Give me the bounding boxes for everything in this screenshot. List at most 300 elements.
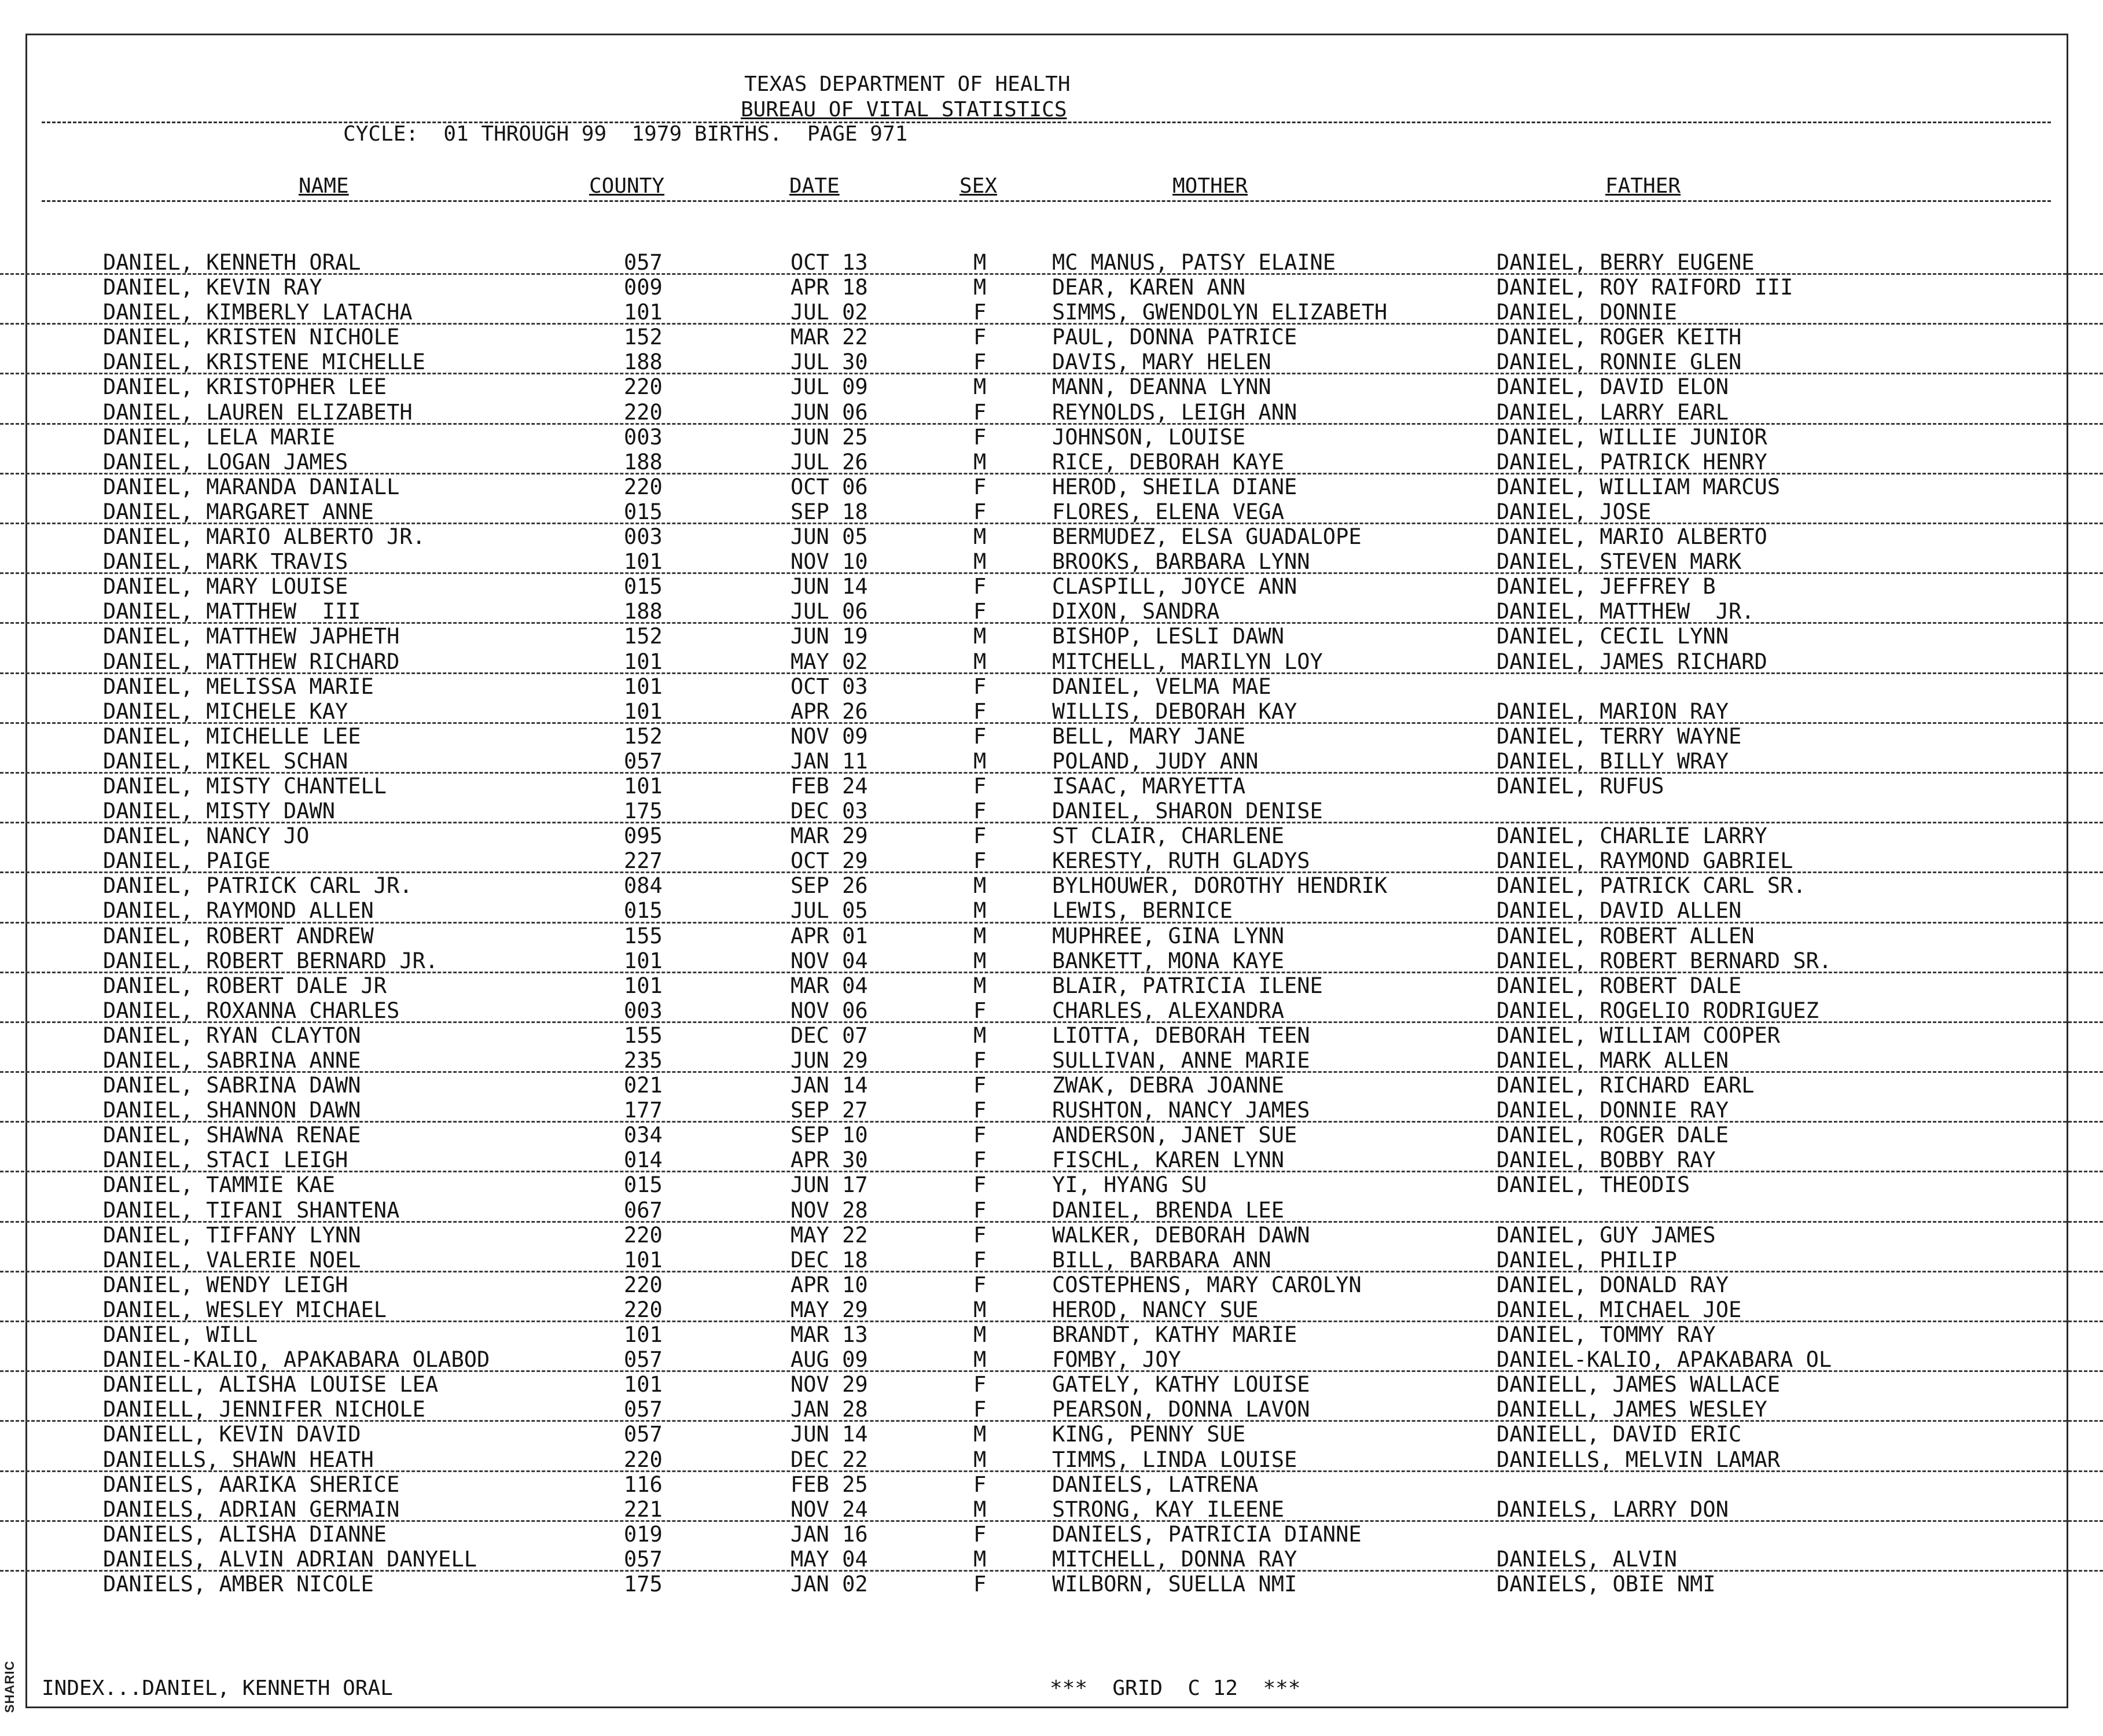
record-date: DEC 03 <box>791 799 868 824</box>
record-father: DANIEL, ROBERT BERNARD SR. <box>1497 948 1832 973</box>
record-sex: F <box>973 1272 987 1297</box>
record-sex: F <box>973 998 987 1023</box>
record-row <box>0 1172 2103 1197</box>
record-father: DANIEL, CECIL LYNN <box>1497 624 1729 649</box>
record-father: DANIEL, PATRICK HENRY <box>1497 449 1767 475</box>
record-sex: F <box>973 1048 987 1073</box>
record-county: 116 <box>624 1472 663 1497</box>
record-county: 057 <box>624 1422 663 1447</box>
record-name: DANIEL, RYAN CLAYTON <box>103 1023 361 1048</box>
record-sex: M <box>973 1347 987 1373</box>
record-row <box>0 1023 2103 1048</box>
record-row <box>0 973 2103 998</box>
record-father: DANIELLS, MELVIN LAMAR <box>1497 1447 1781 1472</box>
record-row <box>0 574 2103 599</box>
record-mother: SIMMS, GWENDOLYN ELIZABETH <box>1052 300 1388 325</box>
record-sex: F <box>973 1098 987 1123</box>
record-father: DANIEL, RAYMOND GABRIEL <box>1497 848 1793 874</box>
record-name: DANIEL, MARGARET ANNE <box>103 499 374 524</box>
record-county: 034 <box>624 1123 663 1148</box>
record-name: DANIEL, LAUREN ELIZABETH <box>103 399 413 425</box>
record-sex: M <box>973 1422 987 1447</box>
record-mother: LIOTTA, DEBORAH TEEN <box>1052 1023 1310 1048</box>
record-county: 101 <box>624 1322 663 1348</box>
record-date: JUN 17 <box>791 1172 868 1198</box>
record-father: DANIELS, LARRY DON <box>1497 1496 1729 1522</box>
record-father: DANIEL, DONNIE <box>1497 300 1677 325</box>
record-mother: YI, HYANG SU <box>1052 1172 1207 1198</box>
record-sex: F <box>973 698 987 724</box>
record-sex: F <box>973 799 987 824</box>
record-name: DANIEL, MATTHEW RICHARD <box>103 649 400 674</box>
record-row <box>0 475 2103 499</box>
record-date: MAY 29 <box>791 1297 868 1322</box>
record-mother: POLAND, JUDY ANN <box>1052 748 1259 774</box>
record-father: DANIEL, DAVID ELON <box>1497 374 1729 400</box>
record-date: JAN 02 <box>791 1571 868 1597</box>
record-sex: F <box>973 1147 987 1173</box>
record-county: 021 <box>624 1073 663 1098</box>
record-date: JUL 05 <box>791 898 868 924</box>
record-mother: BROOKS, BARBARA LYNN <box>1052 549 1310 575</box>
record-county: 101 <box>624 649 663 674</box>
record-name: DANIEL, SABRINA DAWN <box>103 1073 361 1098</box>
record-father: DANIELL, JAMES WALLACE <box>1497 1372 1781 1397</box>
record-sex: F <box>973 1172 987 1198</box>
record-row <box>0 1098 2103 1123</box>
record-name: DANIEL, KRISTOPHER LEE <box>103 374 387 400</box>
record-sex: F <box>973 325 987 350</box>
record-date: OCT 06 <box>791 474 868 499</box>
record-name: DANIEL, MARANDA DANIALL <box>103 474 400 499</box>
record-mother: KING, PENNY SUE <box>1052 1422 1246 1447</box>
record-mother: SULLIVAN, ANNE MARIE <box>1052 1048 1310 1073</box>
record-county: 014 <box>624 1147 663 1173</box>
record-father: DANIEL, DONNIE RAY <box>1497 1098 1729 1123</box>
record-name: DANIELS, ALVIN ADRIAN DANYELL <box>103 1546 477 1572</box>
record-father: DANIEL, TERRY WAYNE <box>1497 723 1742 749</box>
record-date: APR 30 <box>791 1147 868 1173</box>
record-father: DANIEL, RICHARD EARL <box>1497 1073 1755 1098</box>
record-date: JAN 28 <box>791 1397 868 1422</box>
record-name: DANIEL, ROBERT ANDREW <box>103 923 374 948</box>
record-father: DANIEL, ROBERT ALLEN <box>1497 923 1755 948</box>
record-row <box>0 1147 2103 1172</box>
record-date: JUL 26 <box>791 449 868 475</box>
record-name: DANIEL, MISTY DAWN <box>103 799 335 824</box>
record-row <box>0 724 2103 749</box>
record-father: DANIEL, ROBERT DALE <box>1497 973 1742 998</box>
record-date: JUN 05 <box>791 524 868 550</box>
record-sex: F <box>973 350 987 375</box>
record-county: 057 <box>624 1347 663 1373</box>
record-name: DANIEL-KALIO, APAKABARA OLABOD <box>103 1347 490 1373</box>
record-mother: WILLIS, DEBORAH KAY <box>1052 698 1297 724</box>
record-county: 003 <box>624 998 663 1023</box>
record-county: 220 <box>624 399 663 425</box>
record-name: DANIEL, KIMBERLY LATACHA <box>103 300 413 325</box>
record-mother: FLORES, ELENA VEGA <box>1052 499 1284 524</box>
record-row <box>0 898 2103 923</box>
record-date: NOV 09 <box>791 723 868 749</box>
record-county: 220 <box>624 1447 663 1472</box>
record-county: 188 <box>624 350 663 375</box>
record-row <box>0 749 2103 774</box>
record-name: DANIELS, AARIKA SHERICE <box>103 1472 400 1497</box>
record-sex: F <box>973 823 987 849</box>
record-father: DANIELL, DAVID ERIC <box>1497 1422 1742 1447</box>
index-footer: INDEX...DANIEL, KENNETH ORAL <box>42 1676 393 1700</box>
record-sex: M <box>973 624 987 649</box>
record-date: JUL 09 <box>791 374 868 400</box>
record-date: OCT 13 <box>791 250 868 275</box>
record-mother: GATELY, KATHY LOUISE <box>1052 1372 1310 1397</box>
record-father: DANIEL-KALIO, APAKABARA OL <box>1497 1347 1832 1373</box>
record-name: DANIEL, NANCY JO <box>103 823 310 849</box>
record-mother: BILL, BARBARA ANN <box>1052 1247 1271 1272</box>
column-header-divider <box>42 200 2051 202</box>
record-county: 101 <box>624 1247 663 1272</box>
record-name: DANIEL, ROXANNA CHARLES <box>103 998 400 1023</box>
record-row <box>0 1198 2103 1223</box>
record-mother: DANIEL, BRENDA LEE <box>1052 1197 1284 1223</box>
record-sex: F <box>973 1073 987 1098</box>
record-mother: KERESTY, RUTH GLADYS <box>1052 848 1310 874</box>
record-row <box>0 499 2103 524</box>
record-mother: DANIELS, PATRICIA DIANNE <box>1052 1521 1362 1547</box>
record-father: DANIEL, MATTHEW JR. <box>1497 599 1755 624</box>
record-father: DANIEL, BOBBY RAY <box>1497 1147 1716 1173</box>
record-father: DANIEL, JAMES RICHARD <box>1497 649 1767 674</box>
agency-title: TEXAS DEPARTMENT OF HEALTH <box>744 72 1071 96</box>
record-father: DANIEL, DONALD RAY <box>1497 1272 1729 1297</box>
record-date: SEP 27 <box>791 1098 868 1123</box>
record-name: DANIEL, MATTHEW JAPHETH <box>103 624 400 649</box>
record-name: DANIEL, KEVIN RAY <box>103 275 322 300</box>
record-name: DANIELS, ALISHA DIANNE <box>103 1521 387 1547</box>
record-name: DANIEL, ROBERT BERNARD JR. <box>103 948 439 973</box>
column-header-county: COUNTY <box>589 174 665 198</box>
record-date: MAY 02 <box>791 649 868 674</box>
record-sex: M <box>973 524 987 550</box>
record-mother: MC MANUS, PATSY ELAINE <box>1052 250 1336 275</box>
record-sex: F <box>973 1472 987 1497</box>
record-father: DANIEL, PHILIP <box>1497 1247 1677 1272</box>
record-row <box>0 425 2103 450</box>
record-county: 101 <box>624 973 663 998</box>
record-date: SEP 18 <box>791 499 868 524</box>
record-date: JAN 14 <box>791 1073 868 1098</box>
record-row <box>0 250 2103 275</box>
record-mother: MITCHELL, DONNA RAY <box>1052 1546 1297 1572</box>
record-mother: CLASPILL, JOYCE ANN <box>1052 574 1297 599</box>
record-date: MAR 29 <box>791 823 868 849</box>
record-row <box>0 1522 2103 1547</box>
cycle-line: CYCLE: 01 THROUGH 99 1979 BIRTHS. PAGE 971 <box>343 122 908 146</box>
record-name: DANIEL, LELA MARIE <box>103 424 335 450</box>
record-mother: WALKER, DEBORAH DAWN <box>1052 1222 1310 1248</box>
record-county: 019 <box>624 1521 663 1547</box>
record-sex: M <box>973 973 987 998</box>
record-father: DANIEL, DAVID ALLEN <box>1497 898 1742 924</box>
record-date: NOV 04 <box>791 948 868 973</box>
record-date: APR 26 <box>791 698 868 724</box>
record-date: NOV 29 <box>791 1372 868 1397</box>
record-father: DANIEL, LARRY EARL <box>1497 399 1729 425</box>
record-mother: DANIEL, VELMA MAE <box>1052 674 1271 699</box>
record-sex: M <box>973 250 987 275</box>
record-date: MAR 22 <box>791 325 868 350</box>
birth-records-list <box>0 250 2103 1597</box>
record-date: APR 18 <box>791 275 868 300</box>
record-mother: ANDERSON, JANET SUE <box>1052 1123 1297 1148</box>
record-date: JAN 11 <box>791 748 868 774</box>
record-date: APR 01 <box>791 923 868 948</box>
record-mother: BERMUDEZ, ELSA GUADALOPE <box>1052 524 1362 550</box>
record-row <box>0 450 2103 475</box>
record-sex: F <box>973 1521 987 1547</box>
record-father: DANIEL, JEFFREY B <box>1497 574 1716 599</box>
record-mother: FISCHL, KAREN LYNN <box>1052 1147 1284 1173</box>
record-county: 057 <box>624 748 663 774</box>
record-mother: DIXON, SANDRA <box>1052 599 1220 624</box>
record-father: DANIEL, THEODIS <box>1497 1172 1690 1198</box>
record-date: JUL 06 <box>791 599 868 624</box>
record-sex: M <box>973 948 987 973</box>
record-date: MAR 04 <box>791 973 868 998</box>
record-county: 155 <box>624 923 663 948</box>
record-father: DANIEL, STEVEN MARK <box>1497 549 1742 575</box>
record-row <box>0 524 2103 549</box>
record-sex: F <box>973 1397 987 1422</box>
record-mother: JOHNSON, LOUISE <box>1052 424 1246 450</box>
record-date: JUN 19 <box>791 624 868 649</box>
record-row <box>0 848 2103 873</box>
record-father: DANIEL, GUY JAMES <box>1497 1222 1716 1248</box>
record-date: SEP 10 <box>791 1123 868 1148</box>
record-row <box>0 1272 2103 1297</box>
record-father: DANIEL, MARION RAY <box>1497 698 1729 724</box>
record-sex: M <box>973 873 987 899</box>
record-row <box>0 350 2103 374</box>
record-name: DANIEL, TIFFANY LYNN <box>103 1222 361 1248</box>
record-row <box>0 998 2103 1023</box>
column-header-mother: MOTHER <box>1172 174 1248 198</box>
record-sex: M <box>973 1297 987 1322</box>
record-date: NOV 06 <box>791 998 868 1023</box>
record-name: DANIEL, VALERIE NOEL <box>103 1247 361 1272</box>
record-mother: CHARLES, ALEXANDRA <box>1052 998 1284 1023</box>
record-mother: BYLHOUWER, DOROTHY HENDRIK <box>1052 873 1388 899</box>
record-sex: F <box>973 1222 987 1248</box>
record-row <box>0 599 2103 624</box>
record-name: DANIEL, ROBERT DALE JR <box>103 973 387 998</box>
column-header-sex: SEX <box>959 174 998 198</box>
record-date: MAY 22 <box>791 1222 868 1248</box>
record-county: 101 <box>624 773 663 799</box>
record-county: 155 <box>624 1023 663 1048</box>
record-mother: BLAIR, PATRICIA ILENE <box>1052 973 1323 998</box>
record-county: 101 <box>624 549 663 575</box>
record-row <box>0 1422 2103 1447</box>
record-father: DANIEL, RUFUS <box>1497 773 1664 799</box>
record-name: DANIEL, MIKEL SCHAN <box>103 748 348 774</box>
record-father: DANIELS, ALVIN <box>1497 1546 1677 1572</box>
record-date: OCT 03 <box>791 674 868 699</box>
record-date: JUN 06 <box>791 399 868 425</box>
record-mother: BISHOP, LESLI DAWN <box>1052 624 1284 649</box>
record-sex: M <box>973 1447 987 1472</box>
record-name: DANIELLS, SHAWN HEATH <box>103 1447 374 1472</box>
record-mother: MITCHELL, MARILYN LOY <box>1052 649 1323 674</box>
record-mother: ST CLAIR, CHARLENE <box>1052 823 1284 849</box>
record-county: 015 <box>624 499 663 524</box>
record-mother: PEARSON, DONNA LAVON <box>1052 1397 1310 1422</box>
record-father: DANIEL, MARK ALLEN <box>1497 1048 1729 1073</box>
record-sex: F <box>973 399 987 425</box>
record-date: NOV 10 <box>791 549 868 575</box>
record-name: DANIEL, WESLEY MICHAEL <box>103 1297 387 1322</box>
record-mother: ZWAK, DEBRA JOANNE <box>1052 1073 1284 1098</box>
record-county: 009 <box>624 275 663 300</box>
record-sex: M <box>973 1023 987 1048</box>
record-name: DANIELS, AMBER NICOLE <box>103 1571 374 1597</box>
record-mother: PAUL, DONNA PATRICE <box>1052 325 1297 350</box>
column-header-name: NAME <box>299 174 349 198</box>
record-sex: F <box>973 848 987 874</box>
record-father: DANIEL, JOSE <box>1497 499 1652 524</box>
record-mother: BELL, MARY JANE <box>1052 723 1246 749</box>
record-father: DANIEL, RONNIE GLEN <box>1497 350 1742 375</box>
record-name: DANIEL, PAIGE <box>103 848 271 874</box>
bureau-title: BUREAU OF VITAL STATISTICS <box>741 98 1067 122</box>
record-county: 015 <box>624 574 663 599</box>
record-date: APR 10 <box>791 1272 868 1297</box>
record-mother: WILBORN, SUELLA NMI <box>1052 1571 1297 1597</box>
record-mother: MUPHREE, GINA LYNN <box>1052 923 1284 948</box>
record-county: 067 <box>624 1197 663 1223</box>
record-mother: STRONG, KAY ILEENE <box>1052 1496 1284 1522</box>
record-sex: M <box>973 549 987 575</box>
record-father: DANIEL, MICHAEL JOE <box>1497 1297 1742 1322</box>
record-county: 220 <box>624 374 663 400</box>
record-date: JUL 02 <box>791 300 868 325</box>
record-county: 152 <box>624 723 663 749</box>
column-header-father: FATHER <box>1605 174 1681 198</box>
record-county: 227 <box>624 848 663 874</box>
record-mother: DANIEL, SHARON DENISE <box>1052 799 1323 824</box>
record-row <box>0 924 2103 948</box>
record-county: 152 <box>624 325 663 350</box>
record-row <box>0 1347 2103 1372</box>
record-row <box>0 275 2103 300</box>
record-row <box>0 1472 2103 1497</box>
record-date: JUN 29 <box>791 1048 868 1073</box>
record-mother: COSTEPHENS, MARY CAROLYN <box>1052 1272 1362 1297</box>
record-name: DANIELS, ADRIAN GERMAIN <box>103 1496 400 1522</box>
record-date: FEB 24 <box>791 773 868 799</box>
record-father: DANIEL, WILLIAM MARCUS <box>1497 474 1781 499</box>
record-father: DANIEL, TOMMY RAY <box>1497 1322 1716 1348</box>
record-mother: BANKETT, MONA KAYE <box>1052 948 1284 973</box>
record-row <box>0 674 2103 699</box>
record-county: 003 <box>624 524 663 550</box>
record-county: 101 <box>624 674 663 699</box>
record-date: NOV 28 <box>791 1197 868 1223</box>
record-county: 221 <box>624 1496 663 1522</box>
record-county: 152 <box>624 624 663 649</box>
record-name: DANIEL, LOGAN JAMES <box>103 449 348 475</box>
record-county: 095 <box>624 823 663 849</box>
record-mother: HEROD, SHEILA DIANE <box>1052 474 1297 499</box>
record-row <box>0 1547 2103 1572</box>
record-date: MAY 04 <box>791 1546 868 1572</box>
record-sex: F <box>973 300 987 325</box>
record-county: 084 <box>624 873 663 899</box>
record-sex: M <box>973 275 987 300</box>
record-sex: F <box>973 1571 987 1597</box>
record-date: FEB 25 <box>791 1472 868 1497</box>
record-mother: RUSHTON, NANCY JAMES <box>1052 1098 1310 1123</box>
record-date: SEP 26 <box>791 873 868 899</box>
record-row <box>0 1397 2103 1422</box>
record-sex: M <box>973 1322 987 1348</box>
record-name: DANIEL, KRISTENE MICHELLE <box>103 350 425 375</box>
record-name: DANIEL, KRISTEN NICHOLE <box>103 325 400 350</box>
record-name: DANIEL, SHANNON DAWN <box>103 1098 361 1123</box>
record-row <box>0 1123 2103 1147</box>
record-sex: M <box>973 649 987 674</box>
record-name: DANIEL, RAYMOND ALLEN <box>103 898 374 924</box>
record-father: DANIEL, BERRY EUGENE <box>1497 250 1755 275</box>
record-name: DANIEL, STACI LEIGH <box>103 1147 348 1173</box>
record-sex: F <box>973 1123 987 1148</box>
record-name: DANIEL, MISTY CHANTELL <box>103 773 387 799</box>
record-date: DEC 22 <box>791 1447 868 1472</box>
record-date: JAN 16 <box>791 1521 868 1547</box>
record-mother: DANIELS, LATRENA <box>1052 1472 1259 1497</box>
record-row <box>0 1372 2103 1397</box>
record-name: DANIEL, MATTHEW III <box>103 599 361 624</box>
record-date: OCT 29 <box>791 848 868 874</box>
record-sex: F <box>973 1372 987 1397</box>
column-header-date: DATE <box>789 174 840 198</box>
record-county: 057 <box>624 1546 663 1572</box>
record-sex: M <box>973 1496 987 1522</box>
record-name: DANIEL, MARY LOUISE <box>103 574 348 599</box>
record-sex: F <box>973 574 987 599</box>
record-name: DANIEL, TIFANI SHANTENA <box>103 1197 400 1223</box>
record-county: 057 <box>624 1397 663 1422</box>
record-row <box>0 300 2103 325</box>
record-name: DANIEL, MARK TRAVIS <box>103 549 348 575</box>
record-name: DANIEL, MICHELLE LEE <box>103 723 361 749</box>
record-row <box>0 649 2103 674</box>
record-sex: F <box>973 674 987 699</box>
record-county: 220 <box>624 474 663 499</box>
record-row <box>0 624 2103 649</box>
record-row <box>0 774 2103 799</box>
record-sex: F <box>973 474 987 499</box>
record-father: DANIEL, PATRICK CARL SR. <box>1497 873 1806 899</box>
record-county: 015 <box>624 1172 663 1198</box>
grid-reference: *** GRID C 12 *** <box>1050 1676 1301 1700</box>
record-mother: REYNOLDS, LEIGH ANN <box>1052 399 1297 425</box>
record-county: 188 <box>624 449 663 475</box>
record-mother: RICE, DEBORAH KAYE <box>1052 449 1284 475</box>
record-row <box>0 799 2103 823</box>
record-row <box>0 1297 2103 1322</box>
